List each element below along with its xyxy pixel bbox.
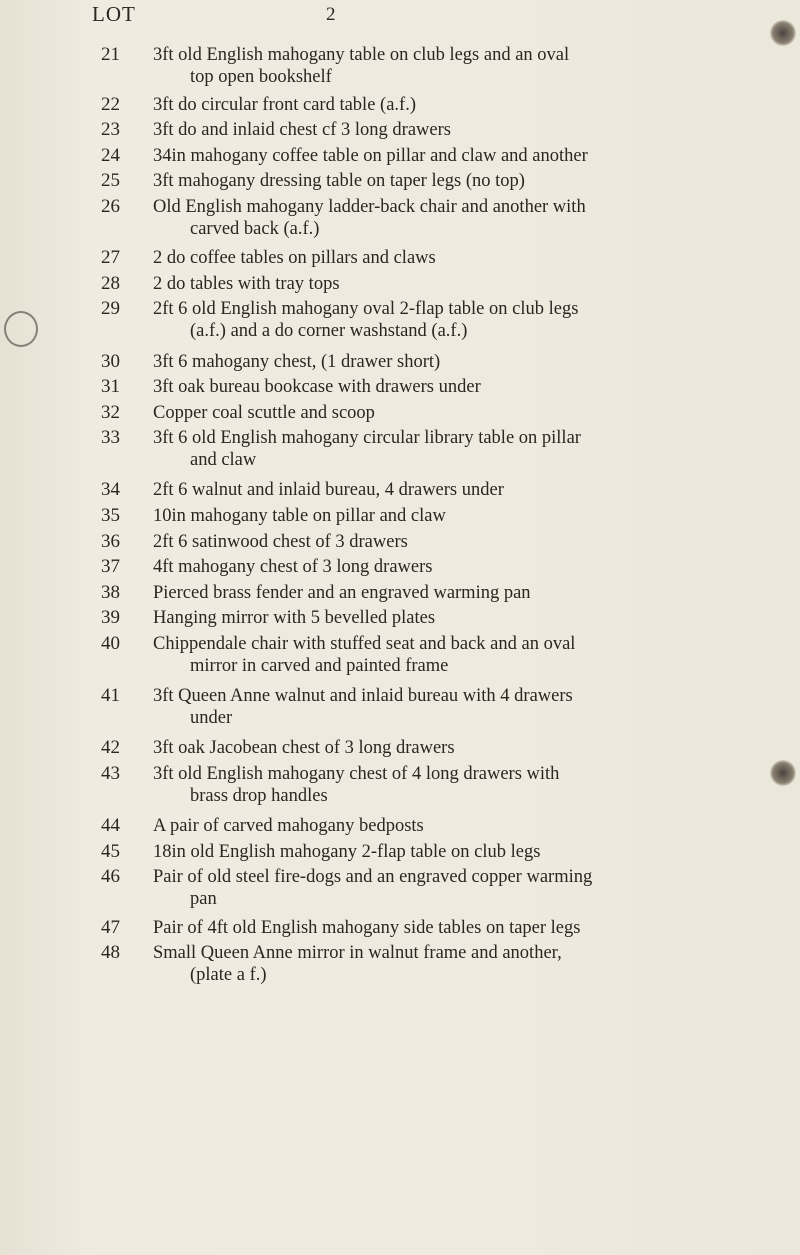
lot-number: 30 xyxy=(101,351,120,372)
lot-text: 3ft 6 old English mahogany circular library table on pillar xyxy=(153,428,581,448)
lot-number: 44 xyxy=(101,815,120,836)
lot-text: 2ft 6 walnut and inlaid bureau, 4 drawers under xyxy=(153,480,504,500)
lot-column-header: LOT xyxy=(92,2,136,26)
lot-text-continued: under xyxy=(190,708,233,728)
lot-number: 40 xyxy=(101,633,120,654)
lot-text: 4ft mahogany chest of 3 long drawers xyxy=(153,557,433,577)
lot-description xyxy=(153,531,783,553)
lot-text: Small Queen Anne mirror in walnut frame and another, xyxy=(153,943,562,963)
lot-description xyxy=(153,145,783,167)
lot-description xyxy=(153,119,783,141)
lot-text: 2 do coffee tables on pillars and claws xyxy=(153,248,436,268)
lot-description xyxy=(153,737,783,759)
lot-description xyxy=(153,44,783,88)
lot-description xyxy=(153,402,783,424)
lot-description xyxy=(153,685,783,729)
lot-text: Copper coal scuttle and scoop xyxy=(153,403,375,423)
lot-number: 34 xyxy=(101,479,120,500)
lot-text: 2 do tables with tray tops xyxy=(153,274,340,294)
lot-text: Hanging mirror with 5 bevelled plates xyxy=(153,608,436,628)
lot-description xyxy=(153,582,783,604)
lot-description xyxy=(153,866,783,910)
lot-text: 3ft oak bureau bookcase with drawers under xyxy=(153,377,481,397)
lot-number: 29 xyxy=(101,298,120,319)
lot-text-continued: pan xyxy=(190,889,217,909)
lot-number: 26 xyxy=(101,196,120,217)
lot-text: 18in old English mahogany 2-flap table on club legs xyxy=(153,842,541,862)
lot-description xyxy=(153,273,783,295)
lot-text-continued: carved back (a.f.) xyxy=(190,219,320,239)
lot-description xyxy=(153,607,783,629)
lot-text: Pierced brass fender and an engraved warming pan xyxy=(153,583,531,603)
lot-number: 42 xyxy=(101,737,120,758)
lot-description xyxy=(153,917,783,939)
lot-text: 3ft old English mahogany chest of 4 long drawers with xyxy=(153,764,560,784)
lot-description xyxy=(153,815,783,837)
lot-description xyxy=(153,196,783,240)
margin-stain xyxy=(770,20,796,46)
lot-number: 47 xyxy=(101,917,120,938)
lot-text: 2ft 6 satinwood chest of 3 drawers xyxy=(153,532,408,552)
lot-number: 36 xyxy=(101,531,120,552)
lot-text-continued: and claw xyxy=(190,450,257,470)
lot-text: 3ft mahogany dressing table on taper legs (no top) xyxy=(153,171,525,191)
lot-text-continued: (a.f.) and a do corner washstand (a.f.) xyxy=(190,321,468,341)
lot-text: 3ft oak Jacobean chest of 3 long drawers xyxy=(153,738,455,758)
lot-text: 3ft Queen Anne walnut and inlaid bureau with 4 drawers xyxy=(153,686,573,706)
lot-description xyxy=(153,247,783,269)
lot-text: 3ft old English mahogany table on club legs and an oval xyxy=(153,45,570,65)
lot-number: 25 xyxy=(101,170,120,191)
lot-text: Pair of 4ft old English mahogany side tables on taper legs xyxy=(153,918,581,938)
lot-text: 10in mahogany table on pillar and claw xyxy=(153,506,446,526)
lot-number: 28 xyxy=(101,273,120,294)
lot-number: 24 xyxy=(101,145,120,166)
lot-number: 45 xyxy=(101,841,120,862)
lot-text: Old English mahogany ladder-back chair and another with xyxy=(153,197,586,217)
lot-text: Pair of old steel fire-dogs and an engraved copper warming xyxy=(153,867,593,887)
lot-number: 31 xyxy=(101,376,120,397)
lot-number: 39 xyxy=(101,607,120,628)
lot-description xyxy=(153,298,783,342)
lot-number: 21 xyxy=(101,44,120,65)
lot-description xyxy=(153,351,783,373)
lot-description xyxy=(153,94,783,116)
lot-number: 43 xyxy=(101,763,120,784)
lot-text: 34in mahogany coffee table on pillar and claw and another xyxy=(153,146,588,166)
lot-text: 3ft do circular front card table (a.f.) xyxy=(153,95,416,115)
lot-text: 3ft do and inlaid chest cf 3 long drawers xyxy=(153,120,451,140)
lot-text-continued: (plate a f.) xyxy=(190,965,267,985)
lot-number: 37 xyxy=(101,556,120,577)
lot-text: A pair of carved mahogany bedposts xyxy=(153,816,424,836)
lot-description xyxy=(153,556,783,578)
lot-number: 41 xyxy=(101,685,120,706)
lot-text: 2ft 6 old English mahogany oval 2-flap table on club legs xyxy=(153,299,579,319)
lot-description xyxy=(153,505,783,527)
lot-number: 48 xyxy=(101,942,120,963)
lot-description xyxy=(153,942,783,986)
lot-text-continued: brass drop handles xyxy=(190,786,328,806)
lot-description xyxy=(153,763,783,807)
lot-description xyxy=(153,479,783,501)
lot-number: 22 xyxy=(101,94,120,115)
lot-description xyxy=(153,427,783,471)
lot-text: Chippendale chair with stuffed seat and back and an oval xyxy=(153,634,576,654)
lot-text-continued: top open bookshelf xyxy=(190,67,332,87)
lot-description xyxy=(153,633,783,677)
lot-text-continued: mirror in carved and painted frame xyxy=(190,656,449,676)
lot-number: 38 xyxy=(101,582,120,603)
lot-number: 32 xyxy=(101,402,120,423)
lot-number: 46 xyxy=(101,866,120,887)
lot-description xyxy=(153,376,783,398)
lot-number: 23 xyxy=(101,119,120,140)
lot-number: 27 xyxy=(101,247,120,268)
lot-number: 33 xyxy=(101,427,120,448)
lot-number: 35 xyxy=(101,505,120,526)
lot-text: 3ft 6 mahogany chest, (1 drawer short) xyxy=(153,352,441,372)
page-number: 2 xyxy=(326,4,336,25)
lot-description xyxy=(153,841,783,863)
pencil-circle-mark xyxy=(4,311,38,347)
lot-description xyxy=(153,170,783,192)
